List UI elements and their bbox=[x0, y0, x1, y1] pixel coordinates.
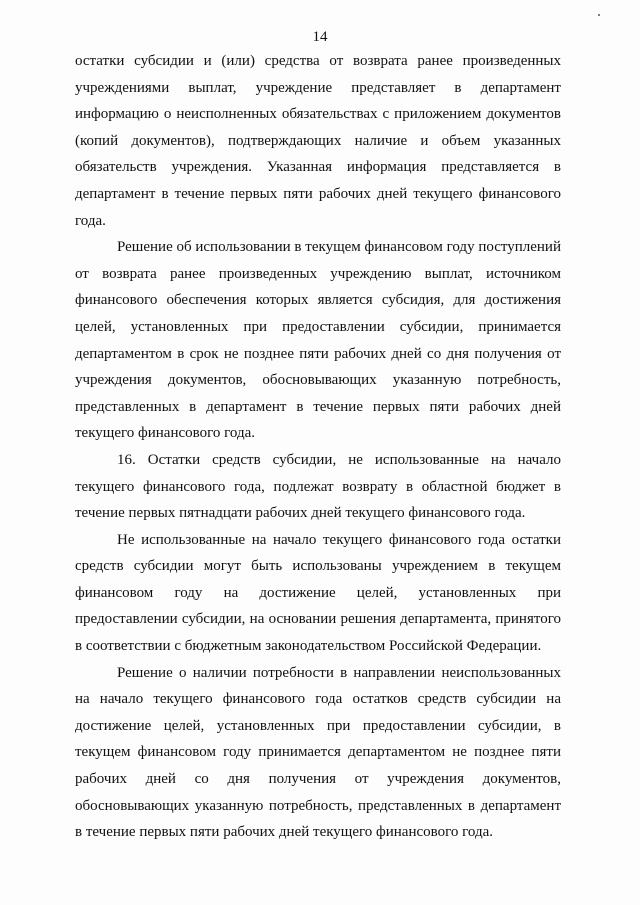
document-body bbox=[75, 48, 561, 846]
scan-speck-mark bbox=[598, 14, 600, 16]
paragraph-item-16: 16. Остатки средств субсидии, не использованные на начало текущего финансового года, подлежат возврату в областной бюджет в течение первых пятнадцати рабочих дней текущего финансового года. bbox=[75, 451, 561, 522]
paragraph-unused-balances: Не использованные на начало текущего финансового года остатки средств субсидии могут быть использованы учреждением в текущем финансовом году на достижение целей, установленных при предоставлении субсидии, на основании решения департамента, принятого в соответствии с бюджетным законодательством Российской Федерации. bbox=[75, 531, 561, 655]
paragraph-continuation: остатки субсидии и (или) средства от возврата ранее произведенных учреждениями выплат, учреждение представляет в департамент информацию о неисполненных обязательствах с приложением документов (копий документов), подтверждающих наличие и объем указанных обязательств учреждения. Указанная информация представляется в департамент в течение первых пяти рабочих дней текущего финансового года. bbox=[75, 53, 561, 229]
paragraph-decision-need: Решение о наличии потребности в направлении неиспользованных на начало текущего финансового года остатков средств субсидии на достижение целей, установленных при предоставлении субсидии, в текущем финансовом году принимается департаментом не позднее пяти рабочих дней со дня получения от учреждения документов, обосновывающих указанную потребность, представленных в департамент в течение первых пяти рабочих дней текущего финансового года. bbox=[75, 664, 561, 841]
paragraph-decision-returns: Решение об использовании в текущем финансовом году поступлений от возврата ранее произведенных учреждению выплат, источником финансового обеспечения которых является субсидия, для достижения целей, установленных при предоставлении субсидии, принимается департаментом в срок не позднее пяти рабочих дней со дня получения от учреждения документов, обосновывающих указанную потребность, представленных в департамент в течение первых пяти рабочих дней текущего финансового года. bbox=[75, 239, 561, 442]
page-number: 14 bbox=[312, 29, 328, 45]
